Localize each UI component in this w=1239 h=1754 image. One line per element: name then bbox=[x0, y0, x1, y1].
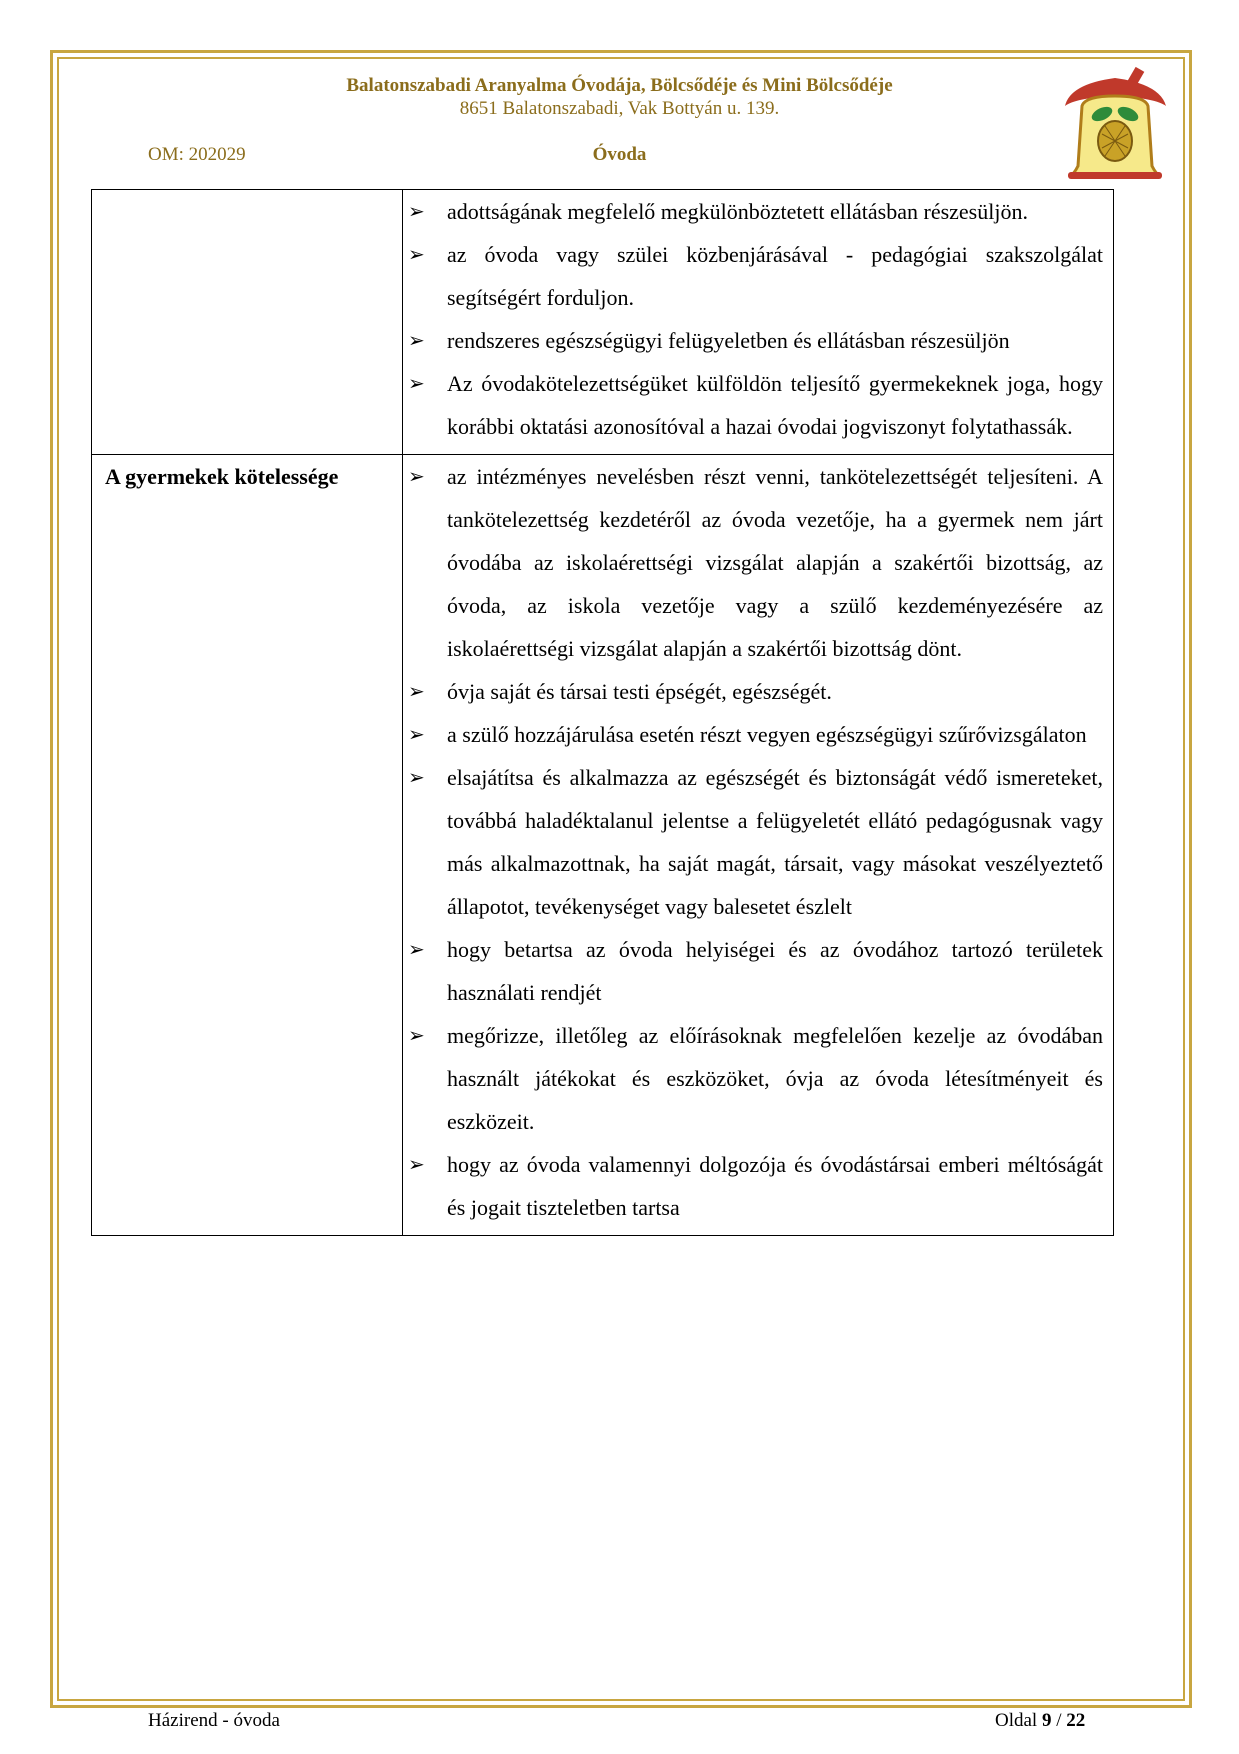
footer-page-number bbox=[995, 1710, 1085, 1732]
section-title: Óvoda bbox=[592, 144, 647, 165]
list-item-text: a szülő hozzájárulása esetén részt vegyen egészségügyi szűrővizsgálaton bbox=[447, 722, 1087, 747]
list-item bbox=[403, 1014, 1103, 1143]
row-label-cell bbox=[92, 455, 403, 1236]
table-row bbox=[92, 190, 1114, 455]
list-item bbox=[403, 713, 1103, 756]
arrowhead-bullet-icon: ➢ bbox=[408, 937, 425, 961]
arrowhead-bullet-icon: ➢ bbox=[408, 765, 425, 789]
arrowhead-bullet-icon: ➢ bbox=[408, 464, 425, 488]
arrowhead-bullet-icon: ➢ bbox=[408, 328, 425, 352]
list-item-text: az óvoda vagy szülei közbenjárásával - pedagógiai szakszolgálat segítségért forduljon. bbox=[447, 242, 1103, 310]
row-content-cell bbox=[403, 190, 1114, 455]
list-item-text: óvja saját és társai testi épségét, egészségét. bbox=[447, 679, 832, 704]
list-item-text: hogy az óvoda valamennyi dolgozója és óvodástársai emberi méltóságát és jogait tiszteletben tartsa bbox=[447, 1152, 1103, 1220]
list-item bbox=[403, 928, 1103, 1014]
list-item bbox=[403, 455, 1103, 670]
arrowhead-bullet-icon: ➢ bbox=[408, 199, 425, 223]
list-item bbox=[403, 670, 1103, 713]
kindergarten-logo-icon bbox=[1060, 66, 1170, 182]
list-item-text: megőrizze, illetőleg az előírásoknak megfelelően kezelje az óvodában használt játékokat és eszközöket, óvja az óvoda létesítményeit és eszközeit. bbox=[447, 1023, 1103, 1134]
page-total: 22 bbox=[1066, 1710, 1086, 1731]
list-item-text: adottságának megfelelő megkülönböztetett ellátásban részesüljön. bbox=[447, 199, 1028, 224]
page-prefix: Oldal bbox=[995, 1710, 1042, 1731]
list-item bbox=[403, 190, 1103, 233]
om-number: OM: 202029 bbox=[148, 144, 246, 165]
institution-name: Balatonszabadi Aranyalma Óvodája, Bölcsődéje és Mini Bölcsődéje bbox=[346, 75, 893, 96]
list-item-text: rendszeres egészségügyi felügyeletben és ellátásban részesüljön bbox=[447, 328, 1010, 353]
bullet-list bbox=[403, 190, 1113, 454]
bullet-list bbox=[403, 455, 1113, 1235]
arrowhead-bullet-icon: ➢ bbox=[408, 371, 425, 395]
table-row bbox=[92, 455, 1114, 1236]
arrowhead-bullet-icon: ➢ bbox=[408, 679, 425, 703]
list-item-text: elsajátítsa és alkalmazza az egészségét és biztonságát védő ismereteket, továbbá haladéktalanul jelentse a felügyeletét ellátó pedagógusnak vagy más alkalmazottnak, ha saját magát, társait, vagy másokat veszélyeztető állapotot, tevékenységet vagy balesetet észlelt bbox=[447, 765, 1103, 919]
list-item bbox=[403, 1143, 1103, 1229]
arrowhead-bullet-icon: ➢ bbox=[408, 1152, 425, 1176]
page-current: 9 bbox=[1041, 1710, 1052, 1731]
row-label-cell bbox=[92, 190, 403, 455]
rights-duties-table bbox=[91, 189, 1114, 1236]
footer-document-title: Házirend - óvoda bbox=[148, 1710, 280, 1731]
row-label bbox=[92, 190, 402, 201]
list-item bbox=[403, 319, 1103, 362]
page-separator: / bbox=[1051, 1710, 1067, 1731]
list-item bbox=[403, 233, 1103, 319]
arrowhead-bullet-icon: ➢ bbox=[408, 242, 425, 266]
list-item-text: Az óvodakötelezettségüket külföldön teljesítő gyermekeknek joga, hogy korábbi oktatási azonosítóval a hazai óvodai jogviszonyt folytathassák. bbox=[447, 371, 1103, 439]
row-content-cell bbox=[403, 455, 1114, 1236]
list-item bbox=[403, 756, 1103, 928]
list-item bbox=[403, 362, 1103, 448]
list-item-text: hogy betartsa az óvoda helyiségei és az óvodához tartozó területek használati rendjét bbox=[447, 937, 1103, 1005]
institution-address: 8651 Balatonszabadi, Vak Bottyán u. 139. bbox=[459, 98, 780, 119]
arrowhead-bullet-icon: ➢ bbox=[408, 722, 425, 746]
arrowhead-bullet-icon: ➢ bbox=[408, 1023, 425, 1047]
row-label: A gyermekek kötelessége bbox=[105, 464, 339, 489]
list-item-text: az intézményes nevelésben részt venni, tankötelezettségét teljesíteni. A tankötelezettség kezdetéről az óvoda vezetője, ha a gyermek nem járt óvodába az iskolaérettségi vizsgálat alapján a szakértői bizottság, az óvoda, az iskola vezetője vagy a szülő kezdeményezésére az iskolaérettségi vizsgálat alapján a szakértői bizottság dönt. bbox=[447, 464, 1103, 661]
